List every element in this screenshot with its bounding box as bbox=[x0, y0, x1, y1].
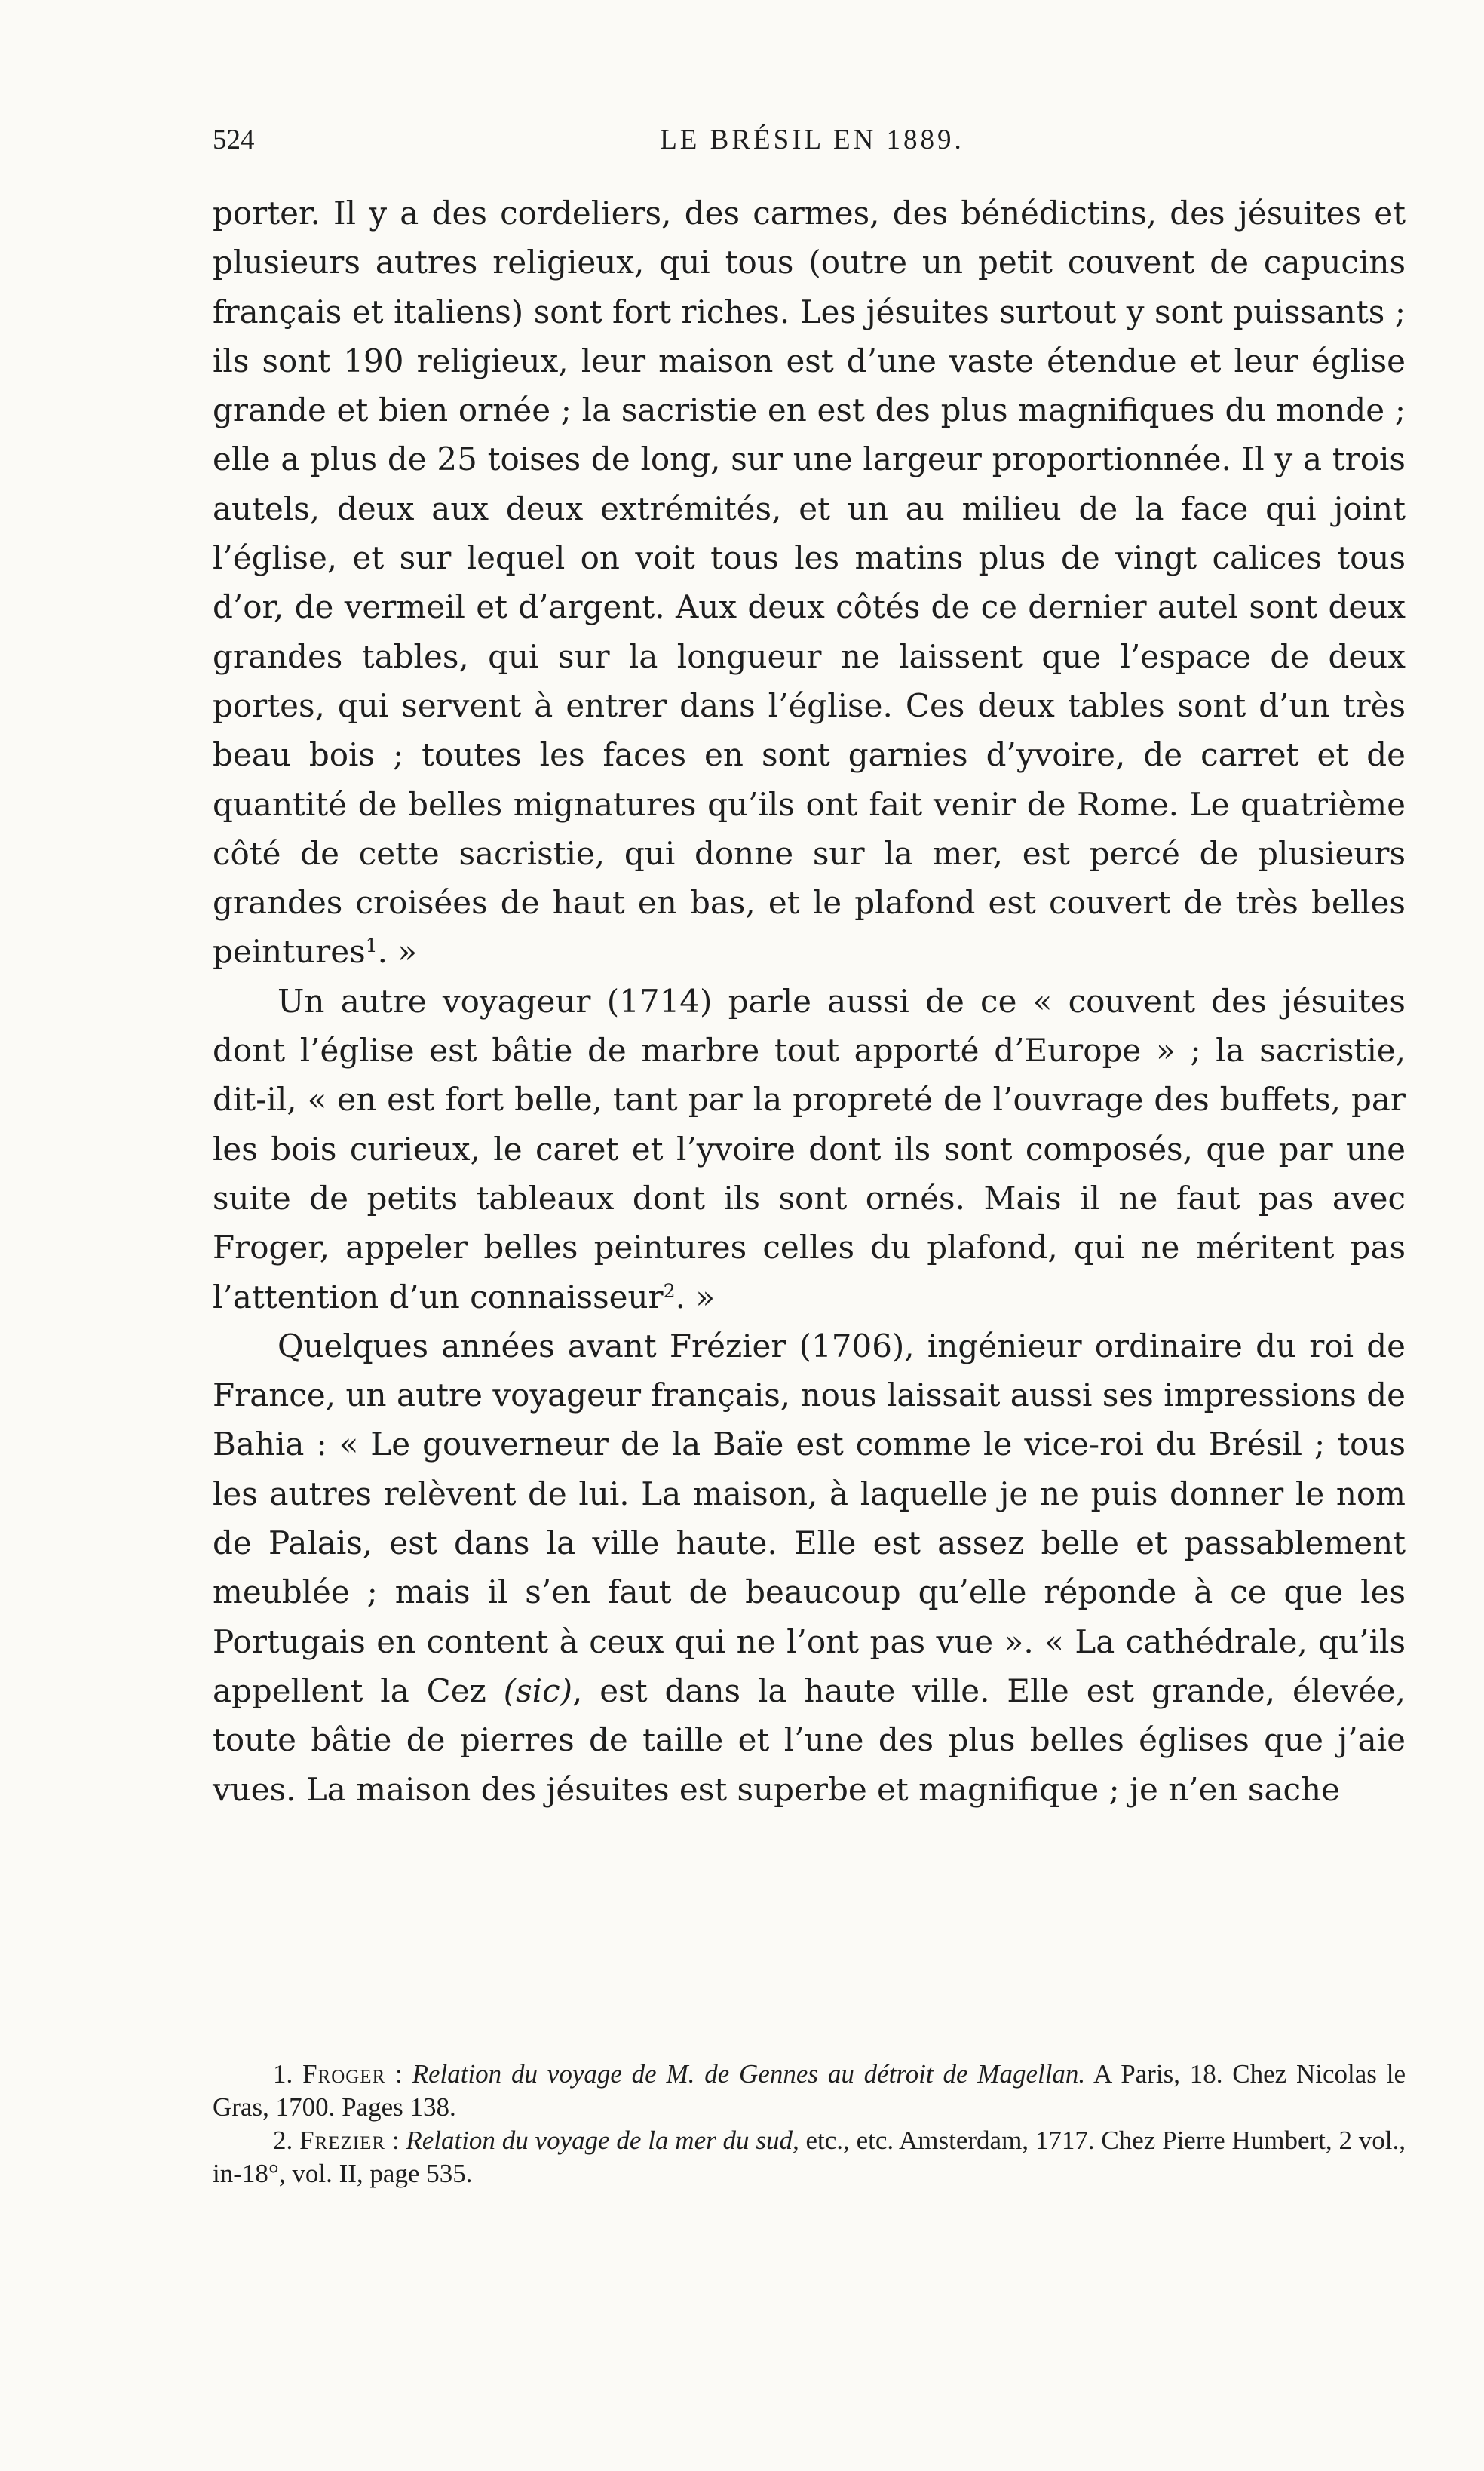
closing-quote: . » bbox=[675, 1278, 716, 1315]
footnote bbox=[213, 2058, 1406, 2124]
paragraph-text: , est dans la haute ville. Elle est grande, élevée, toute bâtie de pierres de taille et l’une des plus belles églises que j’aie vues. La maison des jésuites est superbe et magnifique ; je n’en sache bbox=[213, 1671, 1406, 1808]
footnote-details: A Paris, 18. Chez Nicolas le Gras, 1700. Pages 138. bbox=[213, 2059, 1406, 2122]
footnote-separator: : bbox=[385, 2126, 406, 2155]
footnote-author: Froger bbox=[302, 2059, 386, 2089]
running-head bbox=[213, 119, 1412, 161]
footnote-reference[interactable]: 2 bbox=[663, 1279, 676, 1302]
paragraph-text: Un autre voyageur (1714) parle aussi de ce « couvent des jésuites dont l’église est bâtie de marbre tout apporté d’Europe » ; la sacristie, dit-il, « en est fort belle, tant par la propreté de l’ouvrage des buffets, par les bois curieux, le caret et l’yvoire dont ils sont composés, que par une suite de petits tableaux dont ils sont ornés. Mais il ne faut pas avec Froger, appeler belles peintures celles du plafond, qui ne méritent pas l’attention d’un connaisseur bbox=[213, 982, 1406, 1315]
footnote-details: etc., etc. Amsterdam, 1717. Chez Pierre Humbert, 2 vol., in-18°, vol. II, page 535. bbox=[213, 2126, 1406, 2188]
sic-annotation: (sic) bbox=[503, 1671, 573, 1709]
footnote-title: Relation du voyage de la mer du sud, bbox=[406, 2126, 799, 2155]
footnote-number: 1. bbox=[273, 2059, 293, 2089]
closing-quote: . » bbox=[377, 933, 418, 971]
page-number: 524 bbox=[213, 124, 255, 155]
paragraph bbox=[213, 1321, 1406, 1814]
paragraph-text: Quelques années avant Frézier (1706), ingénieur ordinaire du roi de France, un autre voyageur français, nous laissait aussi ses impressions de Bahia : « Le gouverneur de la Baïe est comme le vice-roi du Brésil ; tous les autres relèvent de lui. La maison, à laquelle je ne puis donner le nom de Palais, est dans la ville haute. Elle est assez belle et passablement meublée ; mais il s’en faut de beaucoup qu’elle réponde à ce que les Portugais en content à ceux qui ne l’ont pas vue ». « La cathédrale, qu’ils appellent la Cez bbox=[213, 1327, 1406, 1709]
paragraph bbox=[213, 977, 1406, 1321]
footnotes bbox=[213, 2058, 1406, 2190]
footnote-number: 2. bbox=[273, 2126, 293, 2155]
paragraph-continuation bbox=[213, 189, 1406, 977]
footnote-author: Frezier bbox=[299, 2126, 386, 2155]
footnote-title: Relation du voyage de M. de Gennes au détroit de Magellan. bbox=[412, 2059, 1086, 2089]
paragraph-text: porter. Il y a des cordeliers, des carmes, des bénédictins, des jésuites et plusieurs autres religieux, qui tous (outre un petit couvent de capucins français et italiens) sont fort riches. Les jésuites surtout y sont puissants ; ils sont 190 religieux, leur maison est d’une vaste étendue et leur église grande et bien ornée ; la sacristie en est des plus magnifiques du monde ; elle a plus de 25 toises de long, sur une largeur proportionnée. Il y a trois autels, deux aux deux extrémités, et un au milieu de la face qui joint l’église, et sur lequel on voit tous les matins plus de vingt calices tous d’or, de vermeil et d’argent. Aux deux côtés de ce dernier autel sont deux grandes tables, qui sur la longueur ne laissent que l’espace de deux portes, qui servent à entrer dans l’église. Ces deux tables sont d’un très beau bois ; toutes les faces en sont garnies d’yvoire, de carret et de quantité de belles mignatures qu’ils ont fait venir de Rome. Le quatrième côté de cette sacristie, qui donne sur la mer, est percé de plusieurs grandes croisées de haut en bas, et le plafond est couvert de très belles peintures bbox=[213, 195, 1406, 971]
footnote bbox=[213, 2124, 1406, 2190]
footnote-separator: : bbox=[385, 2059, 412, 2089]
footnote-reference[interactable]: 1 bbox=[365, 935, 378, 957]
body-text bbox=[213, 189, 1406, 1814]
running-title: LE BRÉSIL EN 1889. bbox=[660, 124, 964, 155]
